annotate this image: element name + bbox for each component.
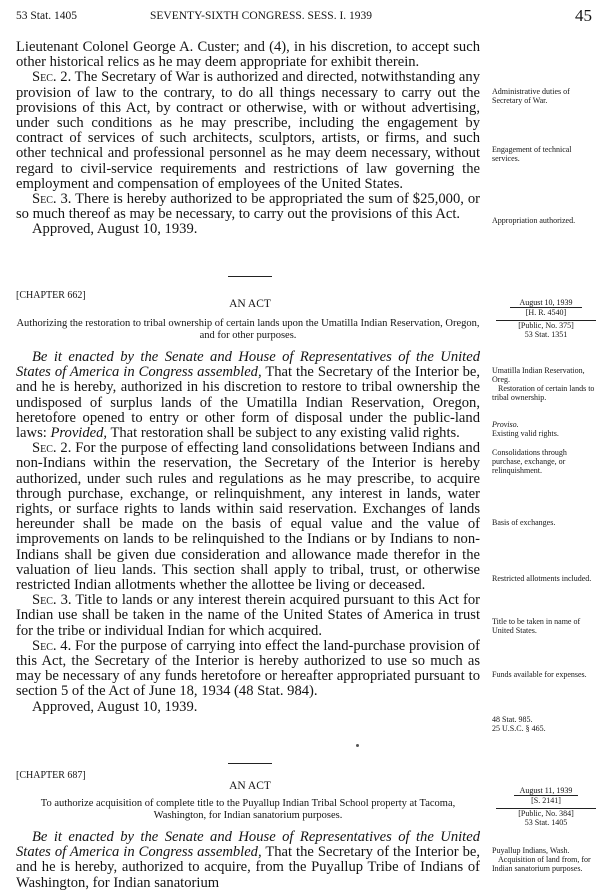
running-header-left: 53 Stat. 1405 [16,10,78,22]
act-title: Authorizing the restoration to tribal ownership of certain lands upon the Umatilla Indian Reservation, Oregon, and for other purposes. [16,318,480,341]
margin-note [492,366,598,402]
margin-note: Funds available for expenses. [492,670,587,679]
chapter-number: [CHAPTER 687] [16,770,86,781]
bill-date: August 11, 1939 [519,786,573,795]
margin-note-heading: Puyallup Indians, Wash. [492,846,570,855]
section-divider [228,276,272,277]
bill-reference [496,298,596,339]
margin-note: Title to be taken in name of United States. [492,617,581,635]
an-act-heading: AN ACT [229,298,271,310]
margin-note-sub: Restoration of certain lands to tribal ownership. [492,384,595,402]
paragraph-sec2 [16,70,480,192]
sec-label: Sec. 2. [32,440,72,457]
sec-label: Sec. 3. [32,191,72,208]
margin-note-text: Existing valid rights. [492,429,559,438]
enacting-clause [16,350,480,441]
sec-text: That the Secretary of the Interior be, and he is hereby, authorized to acquire, from the Puyallup Tribe of Indians of Washington, for Indian sanatorium [16,844,480,891]
public-law-number: [Public, No. 384] [496,808,596,818]
margin-note [492,715,598,733]
bill-number: [H. R. 4540] [510,307,582,317]
sec-text: That restoration shall be subject to any existing valid rights. [107,425,460,442]
margin-note: Appropriation authorized. [492,216,576,225]
enacting-clause [16,830,480,891]
enacting-words: Be it enacted by the Senate and House of Representatives of the United States of America in Congress assembled, [16,349,480,381]
sec-label: Sec. 4. [32,637,72,654]
sec-text: That the Secretary of the Interior be, and he is hereby, authorized in his discretion to restore to tribal ownership the undisposed of surplus lands of the Umatilla Indian Reservation, Oregon, heretofore opened to entry or other form of disposal under the public-land laws: [16,364,480,442]
approved-line: Approved, August 10, 1939. [32,698,198,715]
proviso-word: Provided, [50,425,108,442]
code-citation: 25 U.S.C. § 465. [492,724,546,733]
margin-note: Consolidations through purchase, exchange, or relinquishment. [492,448,567,475]
approved-line: Approved, August 10, 1939. [32,221,198,238]
statute-reference: 53 Stat. 1351 [524,330,568,339]
bill-date: August 10, 1939 [519,298,573,307]
sec-text: The Secretary of War is authorized and directed, notwithstanding any provision of law to the contrary, to do all things necessary to carry out the provisions of this Act, by contract or otherwise, with or without advertising, under such conditions as he may prescribe, including the engagement by contract of services of such architects, sculptors, artists, or firms, and such other technical and professional personnel as he may deem necessary, without regard to civil-service requirements and restrictions of law governing the employment and compensation of employees of the United States. [16,69,480,192]
sec-label: Sec. 3. [32,592,72,609]
margin-note [492,846,598,873]
bill-number: [S. 2141] [514,795,578,805]
sec-text: Title to lands or any interest therein acquired pursuant to this Act for Indian use shall be taken in the name of the United States of America in trust for the tribe or individual Indian for which acquired. [16,592,481,639]
page-number: 45 [575,6,592,25]
body-block-1 [16,40,480,238]
margin-note: Restricted allotments included. [492,574,592,583]
enacting-words: Be it enacted by the Senate and House of Representatives of the United States of America in Congress assembled, [16,829,480,861]
sec-text: There is hereby authorized to be appropriated the sum of $25,000, or so much thereof as may be necessary, to carry out the provisions of this Act. [16,191,480,223]
section-divider [228,763,272,764]
chapter-number: [CHAPTER 662] [16,290,86,301]
print-speck [356,744,359,747]
statute-citation: 48 Stat. 985. [492,715,533,724]
an-act-heading: AN ACT [229,780,271,792]
paragraph-sec3 [16,192,480,222]
margin-note: Basis of exchanges. [492,518,556,527]
margin-note-heading: Umatilla Indian Reservation, Oreg. [492,366,585,384]
running-header-title: SEVENTY-SIXTH CONGRESS. SESS. I. 1939 [150,10,373,22]
body-block-3 [16,830,480,891]
sec-text: For the purpose of effecting land consolidations between Indians and non-Indians within the reservation, the Secretary of the Interior is hereby authorized, under such rules and regulations as he may prescribe, to acquire through purchase, exchange, or relinquishment, any interest in lands, water rights, or surface rights to lands within said reservation. Exchanges of lands hereunder shall be made on the basis of equal value and the value of improvements on lands to be relinquished to the Indians or by Indians to non-Indians shall be given due consideration and allowance made therefor in the valuation of lieu lands. This section shall apply to tribal, trust, or otherwise restricted Indian allotments whether the allottee be living or deceased. [16,440,480,594]
act-title: To authorize acquisition of complete title to the Puyallup Indian Tribal School property at Tacoma, Washington, for Indian sanatorium purposes. [40,798,456,821]
margin-note: Engagement of technical services. [492,145,572,163]
body-block-2 [16,350,480,715]
paragraph-sec4 [16,639,480,700]
paragraph-custer: Lieutenant Colonel George A. Custer; and (4), in his discretion, to accept such other historical relics as he may deem appropriate for exhibit therein. [16,39,480,71]
bill-reference [496,786,596,827]
margin-note-sub: Acquisition of land from, for Indian sanatorium purposes. [492,855,591,873]
proviso-label: Proviso. [492,420,519,429]
paragraph-sec2 [16,441,480,593]
margin-note: Administrative duties of Secretary of War. [492,87,570,105]
paragraph-sec3 [16,593,480,639]
sec-text: For the purpose of carrying into effect the land-purchase provision of this Act, the Secretary of the Interior is hereby authorized to use so much as may be necessary of any funds heretofore or hereafter appropriated pursuant to section 5 of the Act of June 18, 1934 (48 Stat. 984). [16,637,481,700]
margin-note [492,420,598,438]
public-law-number: [Public, No. 375] [496,320,596,330]
statute-reference: 53 Stat. 1405 [524,818,568,827]
sec-label: Sec. 2. [32,69,72,86]
